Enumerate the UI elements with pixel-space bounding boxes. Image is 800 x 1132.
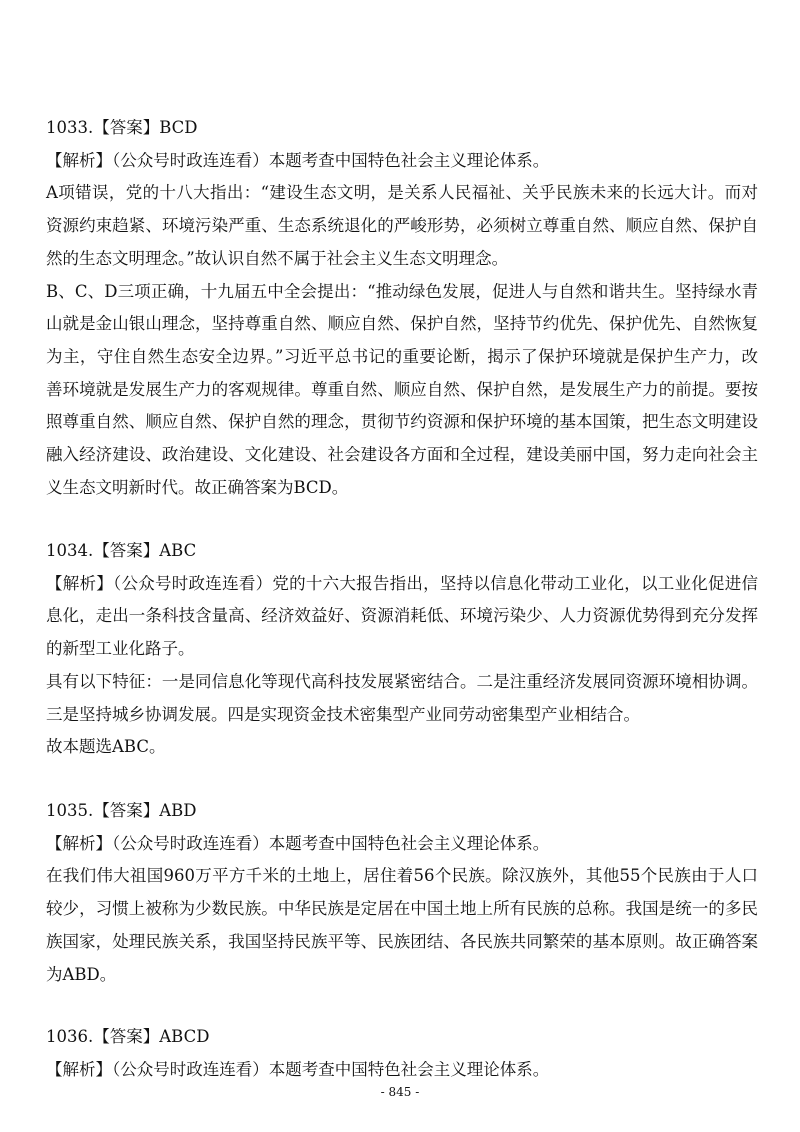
text-line: 具有以下特征：一是同信息化等现代高科技发展紧密结合。二是注重经济发展同资源环境相协调。 — [46, 671, 758, 691]
text-line: 在我们伟大祖国960万平方千米的土地上，居住着56个民族。除汉族外，其他55个民族由于人口 — [46, 866, 758, 886]
text-line: 息化，走出一条科技含量高、经济效益好、资源消耗低、环境污染少、人力资源优势得到充分发挥 — [46, 606, 758, 626]
text-line: 善环境就是发展生产力的客观规律。尊重自然、顺应自然、保护自然，是发展生产力的前提。要按 — [46, 379, 758, 399]
text-line: 资源约束趋紧、环境污染严重、生态系统退化的严峻形势，必须树立尊重自然、顺应自然、保护自 — [46, 216, 758, 236]
text-line: 三是坚持城乡协调发展。四是实现资金技术密集型产业同劳动密集型产业相结合。 — [46, 704, 640, 724]
analysis-line: 【解析】（公众号时政连连看）党的十六大报告指出，坚持以信息化带动工业化，以工业化促进信 — [46, 573, 758, 593]
analysis-line: 【解析】（公众号时政连连看）本题考查中国特色社会主义理论体系。 — [46, 833, 550, 853]
text-line: 为主，守住自然生态安全边界。”习近平总书记的重要论断，揭示了保护环境就是保护生产力，改 — [46, 346, 758, 366]
text-line: 族国家，处理民族关系，我国坚持民族平等、民族团结、各民族共同繁荣的基本原则。故正确答案 — [46, 931, 758, 951]
text-line: 故本题选ABC。 — [46, 737, 166, 757]
text-line: 的新型工业化路子。 — [46, 639, 195, 659]
page-number: - 845 - — [380, 1085, 420, 1099]
answer-header: 1036.【答案】ABCD — [46, 1027, 210, 1046]
text-line: 较少，习惯上被称为少数民族。中华民族是定居在中国土地上所有民族的总称。我国是统一的多民 — [46, 899, 758, 919]
answer-header: 1033.【答案】BCD — [46, 118, 198, 137]
text-line: 为ABD。 — [46, 964, 117, 984]
text-line: A项错误，党的十八大指出：“建设生态文明，是关系人民福祉、关乎民族未来的长远大计。而对 — [46, 183, 758, 203]
text-line: 照尊重自然、顺应自然、保护自然的理念，贯彻节约资源和保护环境的基本国策，把生态文明建设 — [46, 412, 758, 432]
analysis-line: 【解析】（公众号时政连连看）本题考查中国特色社会主义理论体系。 — [46, 1059, 550, 1079]
text-line: B、C、D三项正确，十九届五中全会提出：“推动绿色发展，促进人与自然和谐共生。坚持绿水青 — [46, 281, 758, 301]
analysis-line: 【解析】（公众号时政连连看）本题考查中国特色社会主义理论体系。 — [46, 150, 550, 170]
answer-header: 1035.【答案】ABD — [46, 801, 197, 820]
text-line: 义生态文明新时代。故正确答案为BCD。 — [46, 477, 349, 497]
text-line: 山就是金山银山理念，坚持尊重自然、顺应自然、保护自然，坚持节约优先、保护优先、自然恢复 — [46, 314, 758, 334]
text-line: 然的生态文明理念。”故认识自然不属于社会主义生态文明理念。 — [46, 248, 509, 268]
text-line: 融入经济建设、政治建设、文化建设、社会建设各方面和全过程，建设美丽中国，努力走向社会主 — [46, 445, 758, 464]
answer-header: 1034.【答案】ABC — [46, 541, 197, 560]
